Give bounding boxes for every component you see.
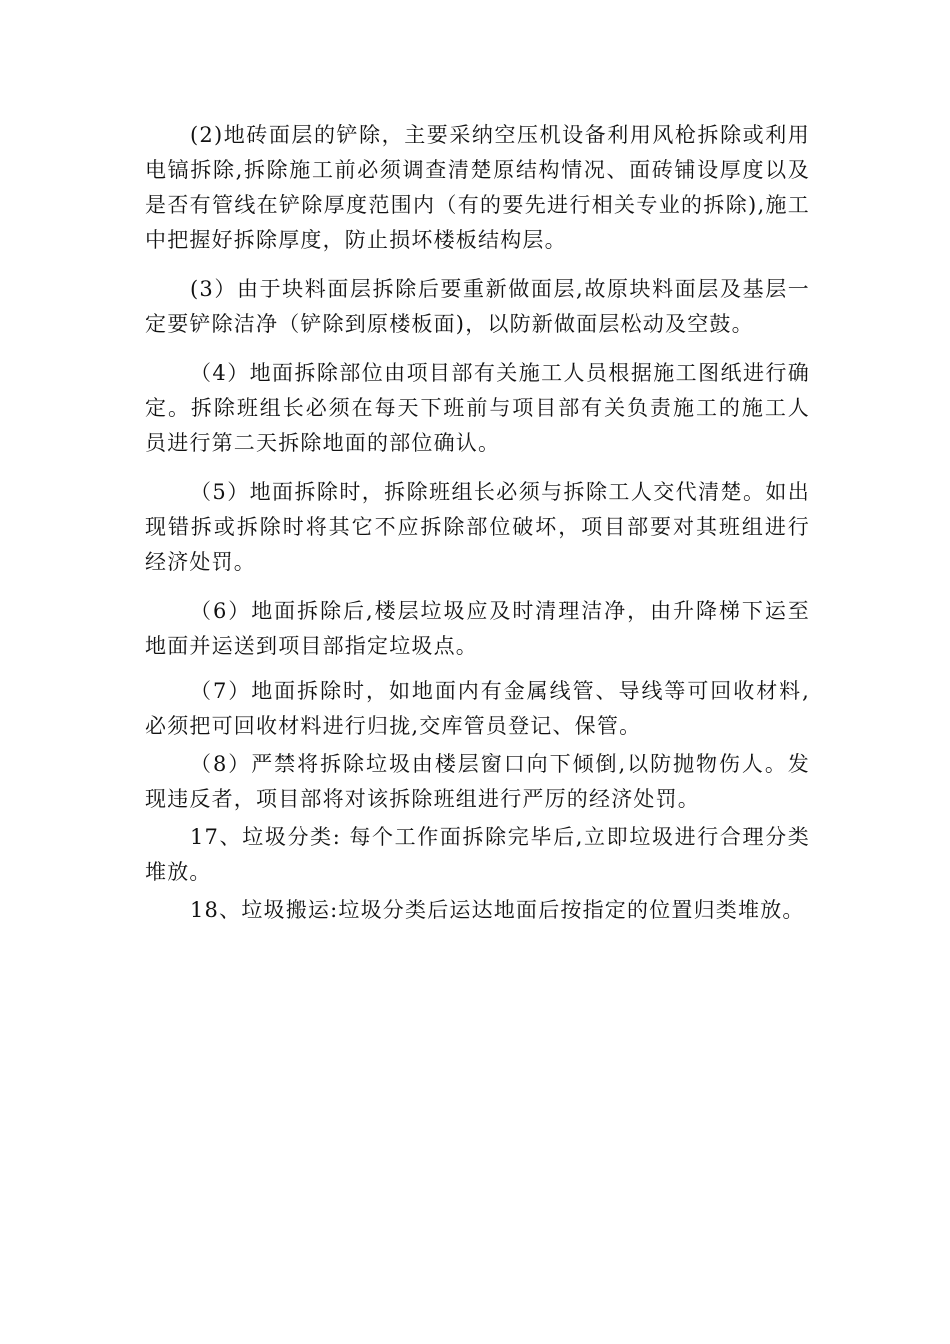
paragraph-8: （8）严禁将拆除垃圾由楼层窗口向下倾倒,以防抛物伤人。发现违反者，项目部将对该拆除班组进行严厉的经济处罚。 — [145, 752, 810, 811]
paragraph-17: 17、垃圾分类: 每个工作面拆除完毕后,立即垃圾进行合理分类堆放。 — [145, 825, 810, 884]
paragraph-7: （7）地面拆除时，如地面内有金属线管、导线等可回收材料,必须把可回收材料进行归拢,交库管员登记、保管。 — [145, 679, 810, 738]
paragraph-3: (3）由于块料面层拆除后要重新做面层,故原块料面层及基层一定要铲除洁净（铲除到原楼板面)，以防新做面层松动及空鼓。 — [145, 277, 810, 336]
paragraph-5: （5）地面拆除时，拆除班组长必须与拆除工人交代清楚。如出现错拆或拆除时将其它不应拆除部位破坏，项目部要对其班组进行经济处罚。 — [145, 480, 810, 574]
paragraph-4: （4）地面拆除部位由项目部有关施工人员根据施工图纸进行确定。拆除班组长必须在每天下班前与项目部有关负责施工的施工人员进行第二天拆除地面的部位确认。 — [145, 361, 810, 455]
paragraph-2: (2)地砖面层的铲除，主要采纳空压机设备利用风枪拆除或利用电镐拆除,拆除施工前必须调查清楚原结构情况、面砖铺设厚度以及是否有管线在铲除厚度范围内（有的要先进行相关专业的拆除),施工中把握好拆除厚度，防止损坏楼板结构层。 — [145, 123, 810, 252]
paragraph-6: （6）地面拆除后,楼层垃圾应及时清理洁净，由升降梯下运至地面并运送到项目部指定垃圾点。 — [145, 599, 810, 658]
document-body — [145, 118, 810, 931]
paragraph-18: 18、垃圾搬运:垃圾分类后运达地面后按指定的位置归类堆放。 — [190, 898, 805, 922]
